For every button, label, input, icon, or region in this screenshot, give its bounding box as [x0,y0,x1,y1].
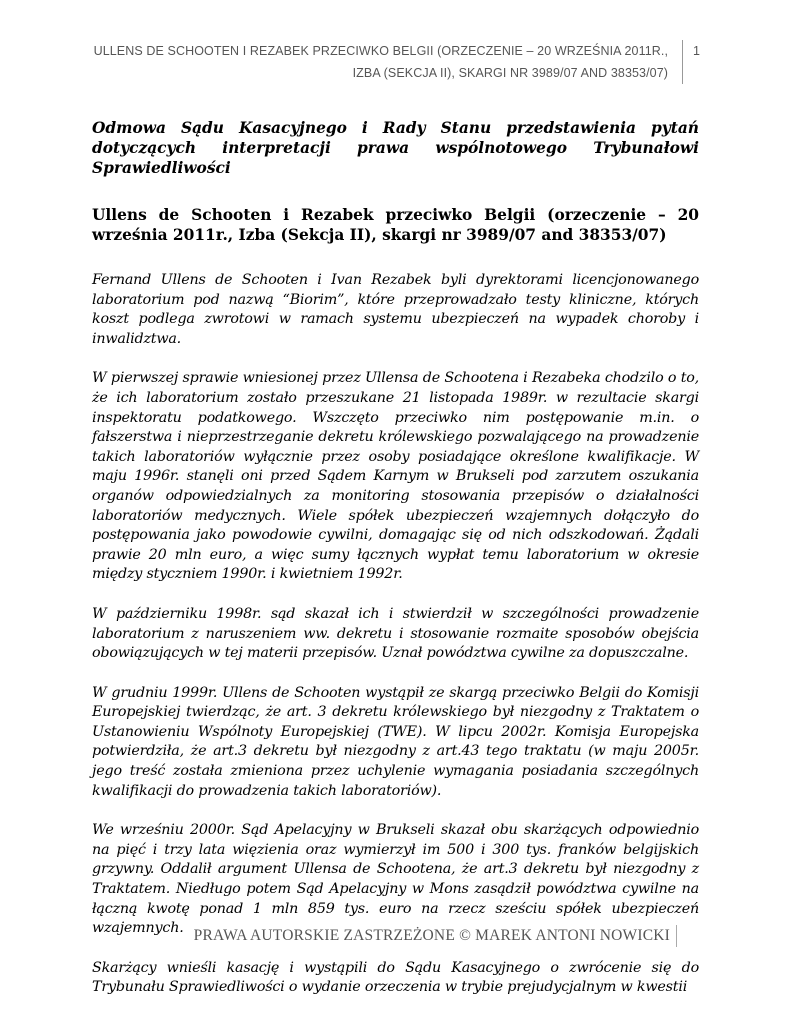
running-header [60,40,700,84]
paragraph: Skarżący wnieśli kasację i wystąpili do Sądu Kasacyjnego o zwrócenie się do Trybunału Sprawiedliwości o wydanie orzeczenia w trybie prejudycjalnym w kwestii [92,959,699,996]
header-line-1: ULLENS DE SCHOOTEN I REZABEK PRZECIWKO BELGII (ORZECZENIE – 20 WRZEŚNIA 2011R., [93,44,669,58]
paragraph: W październiku 1998r. sąd skazał ich i stwierdził w szczególności prowadzenie laboratorium z naruszeniem ww. dekretu i stosowanie rozmaite sposobów obejścia obowiązujących w tej materii przepisów. Uznał powództwa cywilne za dopuszczalne. [92,605,699,662]
document-body [92,118,699,1018]
paragraph: We wrześniu 2000r. Sąd Apelacyjny w Brukseli skazał obu skarżących odpowiednio na pięć i trzy lata więzienia oraz wymierzył im 500 i 300 tys. franków belgijskich grzywny. Oddalił argument Ullensa de Schootena, że art.3 dekretu był niezgodny z Traktatem. Niedługo potem Sąd Apelacyjny w Mons zasądził powództwa cywilne na łączną kwotę ponad 1 mln 859 tys. euro na rzecz sześciu spółek ubezpieczeń wzajemnych. [92,822,699,937]
header-title [94,40,668,84]
header-line-2: IZBA (SEKCJA II), SKARGI NR 3989/07 AND 38353/07) [352,66,669,80]
running-footer [0,925,677,947]
section-title: Odmowa Sądu Kasacyjnego i Rady Stanu przedstawienia pytań dotyczących interpretacji prawa wspólnotowego Trybunałowi Sprawiedliwości [92,119,699,177]
paragraph: W grudniu 1999r. Ullens de Schooten wystąpił ze skargą przeciwko Belgii do Komisji Europejskiej twierdząc, że art. 3 dekretu królewskiego był niezgodny z Traktatem o Ustanowieniu Wspólnoty Europejskiej (TWE). W lipcu 2002r. Komisja Europejska potwierdziła, że art.3 dekretu był niezgodny z art.43 tego traktatu (w maju 2005r. jego treść została zmieniona przez uchylenie wymagania posiadania szczególnych kwalifikacji do prowadzenia takich laboratoriów). [92,684,699,799]
page-number: 1 [693,44,700,58]
footer-divider [676,925,677,947]
paragraph: Fernand Ullens de Schooten i Ivan Rezabek byli dyrektorami licencjonowanego laboratorium pod nazwą “Biorim”, które przeprowadzało testy kliniczne, których koszt podlega zwrotowi w ramach systemu ubezpieczeń na wypadek choroby i inwalidztwa. [92,272,699,347]
case-title: Ullens de Schooten i Rezabek przeciwko Belgii (orzeczenie – 20 września 2011r., Izba (Sekcja II), skargi nr 3989/07 and 38353/07) [92,206,699,244]
header-divider [682,40,683,84]
copyright-notice: PRAWA AUTORSKIE ZASTRZEŻONE © MAREK ANTONI NOWICKI [193,927,670,944]
paragraph: W pierwszej sprawie wniesionej przez Ullensa de Schootena i Rezabeka chodzilo o to, że ich laboratorium zostało przeszukane 21 listopada 1989r. w rezultacie skargi inspektoratu podatkowego. Wszczęto przeciwko nim postępowanie m.in. o fałszerstwa i nieprzestrzeganie dekretu królewskiego pozwalającego na prowadzenie takich laboratoriów wyłącznie przez osoby posiadające określone kwalifikacje. W maju 1996r. stanęli oni przed Sądem Karnym w Brukseli pod zarzutem oszukania organów odpowiedzialnych za monitoring stosowania przepisów o działalności laboratoriów medycznych. Wiele spółek ubezpieczeń wzajemnych dołączyło do postępowania jako powodowie cywilni, domagając się od nich odszkodowań. Żądali prawie 20 mln euro, a więc sumy łącznych wypłat temu laboratorium w okresie między styczniem 1990r. i kwietniem 1992r. [92,370,699,583]
